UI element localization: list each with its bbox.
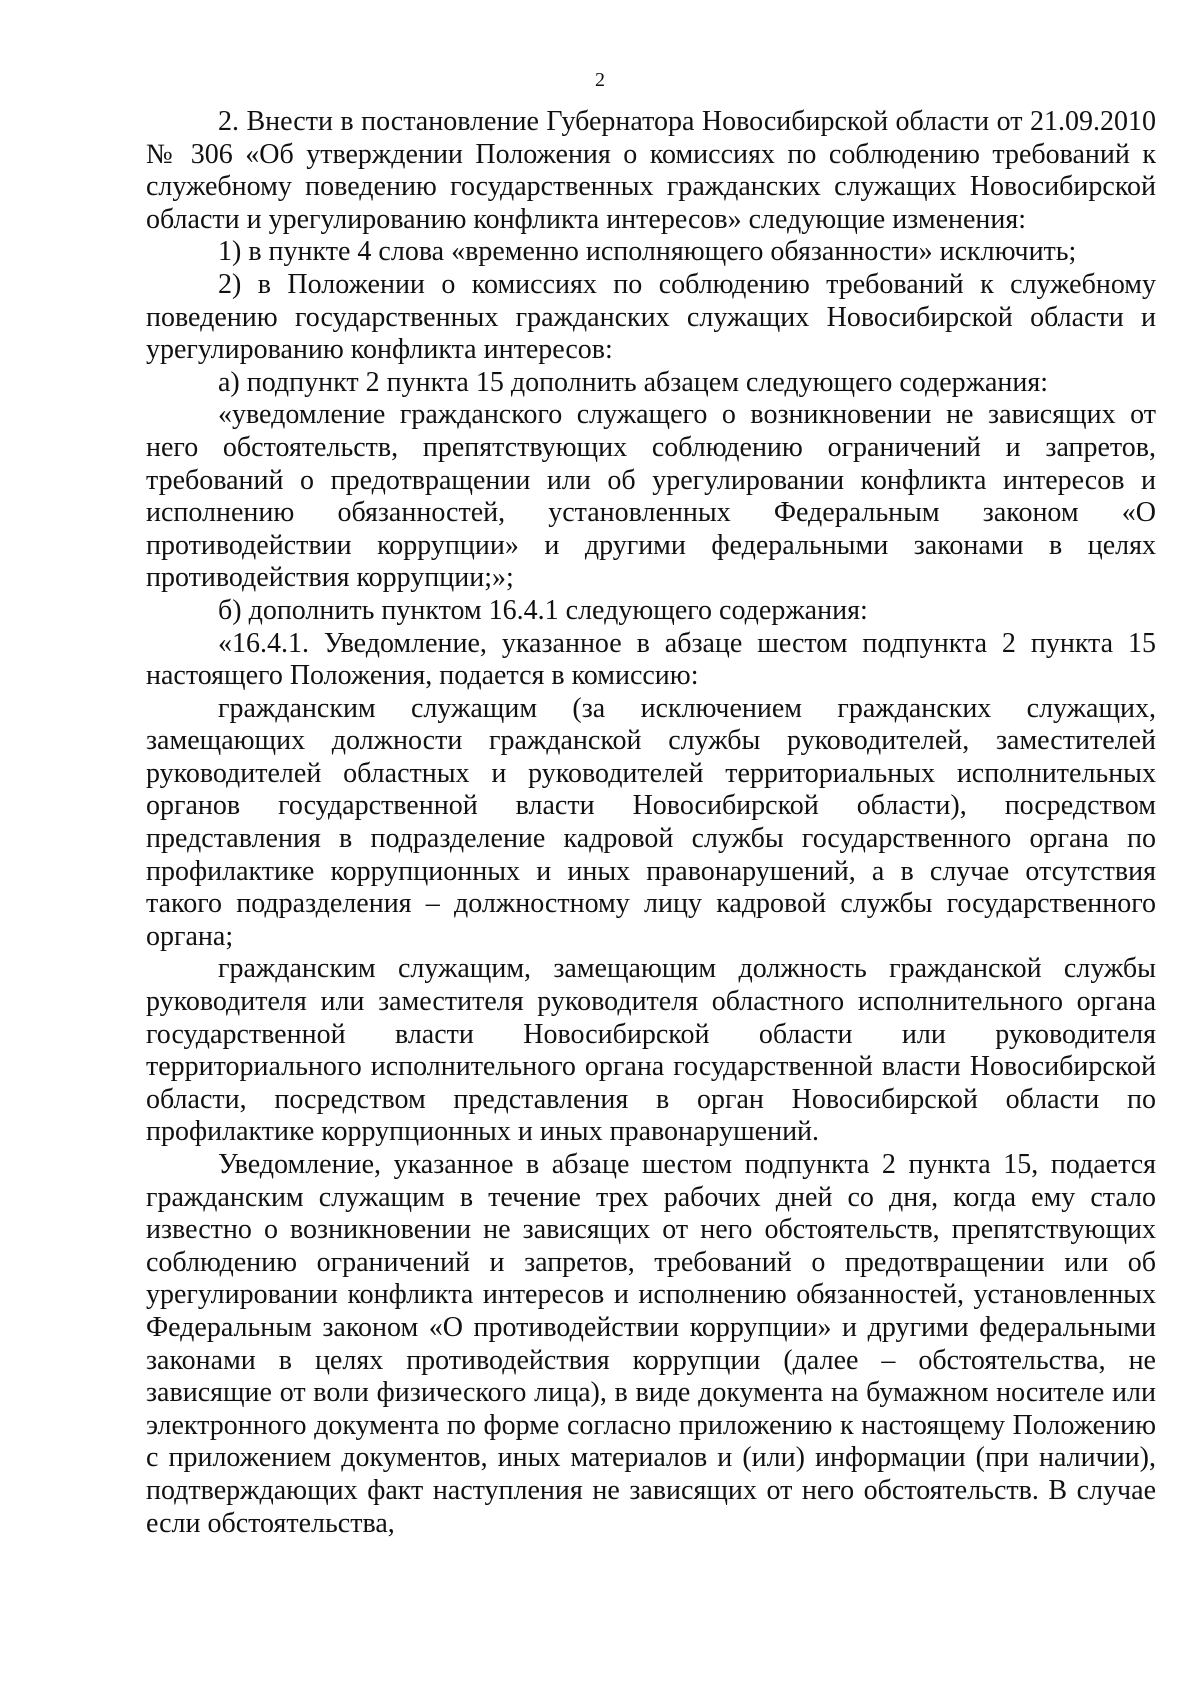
paragraph-quoted-notification: «уведомление гражданского служащего о возникновении не зависящих от него обстоятельств, препятствующих соблюдению ограничений и запретов, требований о предотвращении или об урегулировании конфликта интересов и исполнению обязанностей, установленных Федеральным законом «О противодействии коррупции» и другими федеральными законами в целях противодействия коррупции;»; (146, 399, 1156, 594)
paragraph-heads-deputies: гражданским служащим, замещающим должность гражданской службы руководителя или заместителя руководителя областного исполнительного органа государственной власти Новосибирской области или руководителя территориального исполнительного органа государственной власти Новосибирской области, посредством представления в орган Новосибирской области по профилактике коррупционных и иных правонарушений. (146, 953, 1156, 1148)
paragraph-subitem-a: а) подпункт 2 пункта 15 дополнить абзацем следующего содержания: (218, 366, 1049, 398)
paragraph-notification-procedure: Уведомление, указанное в абзаце шестом подпункта 2 пункта 15, подается гражданским служащим в течение трех рабочих дней со дня, когда ему стало известно о возникновении не зависящих от него обстоятельств, препятствующих соблюдению ограничений и запретов, требований о предотвращении или об урегулировании конфликта интересов и исполнению обязанностей, установленных Федеральным законом «О противодействии коррупции» и другими федеральными законами в целях противодействия коррупции (далее – обстоятельства, не зависящие от воли физического лица), в виде документа на бумажном носителе или электронного документа по форме согласно приложению к настоящему Положению с приложением документов, иных материалов и (или) информации (при наличии), подтверждающих факт наступления не зависящих от него обстоятельств. В случае если обстоятельства, (146, 1149, 1156, 1539)
paragraph-subitem-b: б) дополнить пунктом 16.4.1 следующего содержания: (218, 594, 868, 626)
paragraph-item-2-intro: 2. Внести в постановление Губернатора Новосибирской области от 21.09.2010 № 306 «Об утверждении Положения о комиссиях по соблюдению требований к служебному поведению государственных гражданских служащих Новосибирской области и урегулированию конфликта интересов» следующие изменения: (146, 106, 1156, 235)
paragraph-subitem-2: 2) в Положении о комиссиях по соблюдению требований к служебному поведению государственных гражданских служащих Новосибирской области и урегулированию конфликта интересов: (146, 268, 1156, 366)
document-body (146, 106, 1156, 1540)
paragraph-civil-servants: гражданским служащим (за исключением гражданских служащих, замещающих должности гражданской службы руководителей, заместителей руководителей областных и руководителей территориальных исполнительных органов государственной власти Новосибирской области), посредством представления в подразделение кадровой службы государственного органа по профилактике коррупционных и иных правонарушений, а в случае отсутствия такого подразделения – должностному лицу кадровой службы государственного органа; (146, 692, 1156, 952)
paragraph-subitem-1: 1) в пункте 4 слова «временно исполняющего обязанности» исключить; (218, 236, 1077, 268)
page-number: 2 (595, 69, 605, 91)
paragraph-clause-16-4-1: «16.4.1. Уведомление, указанное в абзаце шестом подпункта 2 пункта 15 настоящего Положения, подается в комиссию: (146, 627, 1156, 692)
